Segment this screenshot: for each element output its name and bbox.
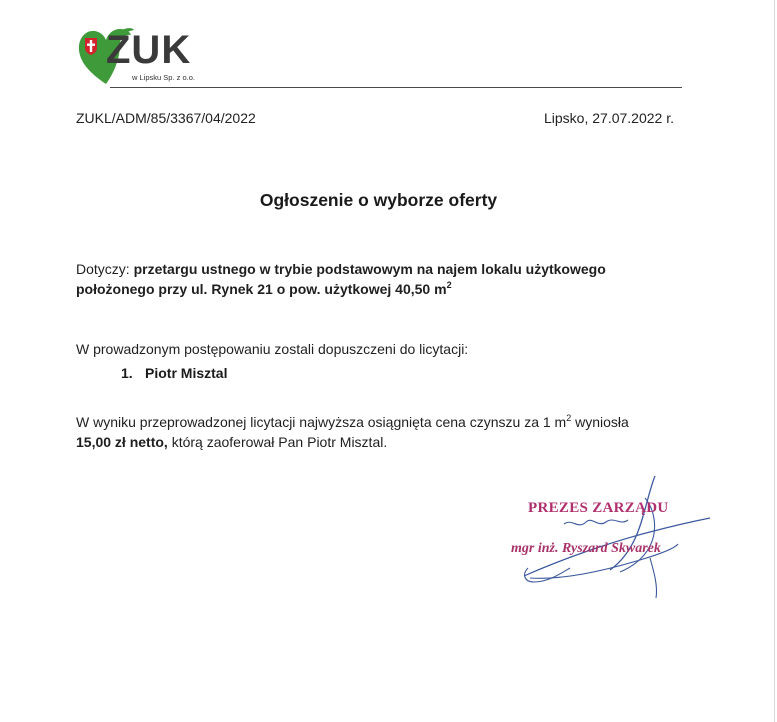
result-superscript: 2 xyxy=(566,413,572,423)
list-item xyxy=(121,365,227,381)
subject-label: Dotyczy: xyxy=(76,261,134,277)
subject-superscript: 2 xyxy=(446,280,452,290)
result-paragraph xyxy=(76,412,696,452)
document-title: Ogłoszenie o wyborze oferty xyxy=(259,190,498,210)
company-logo xyxy=(76,26,226,88)
result-amount: 15,00 zł netto, xyxy=(76,434,168,450)
subject-paragraph xyxy=(76,259,696,299)
list-item-number: 1. xyxy=(121,365,133,381)
result-text-part1: W wyniku przeprowadzonej licytacji najwyższa osiągnięta cena czynszu za 1 m xyxy=(76,414,567,430)
header-divider xyxy=(110,87,682,88)
stamp-name: mgr inż. Ryszard Skwarek xyxy=(511,541,661,556)
reference-number: ZUKL/ADM/85/3367/04/2022 xyxy=(76,110,256,126)
place-date: Lipsko, 27.07.2022 r. xyxy=(544,110,674,126)
handwritten-signature xyxy=(500,468,720,603)
list-item-name: Piotr Misztal xyxy=(145,365,228,381)
result-text-part3: którą zaoferował Pan Piotr Misztal. xyxy=(167,434,388,450)
logo-wordmark: ZUK xyxy=(106,28,192,72)
intro-paragraph: W prowadzonym postępowaniu zostali dopuszczeni do licytacji: xyxy=(76,341,469,357)
subject-text-line1: przetargu ustnego w trybie podstawowym na najem lokalu użytkowego xyxy=(133,261,606,277)
participants-list xyxy=(121,365,227,381)
stamp-title: PREZES ZARZĄDU xyxy=(528,500,669,516)
logo-subtitle: w Lipsku Sp. z o.o. xyxy=(132,73,195,82)
result-text-part2: wyniosła xyxy=(571,414,629,430)
subject-text-line2: położonego przy ul. Rynek 21 o pow. użytkowej 40,50 m xyxy=(76,281,447,297)
scan-edge-line xyxy=(774,0,775,722)
